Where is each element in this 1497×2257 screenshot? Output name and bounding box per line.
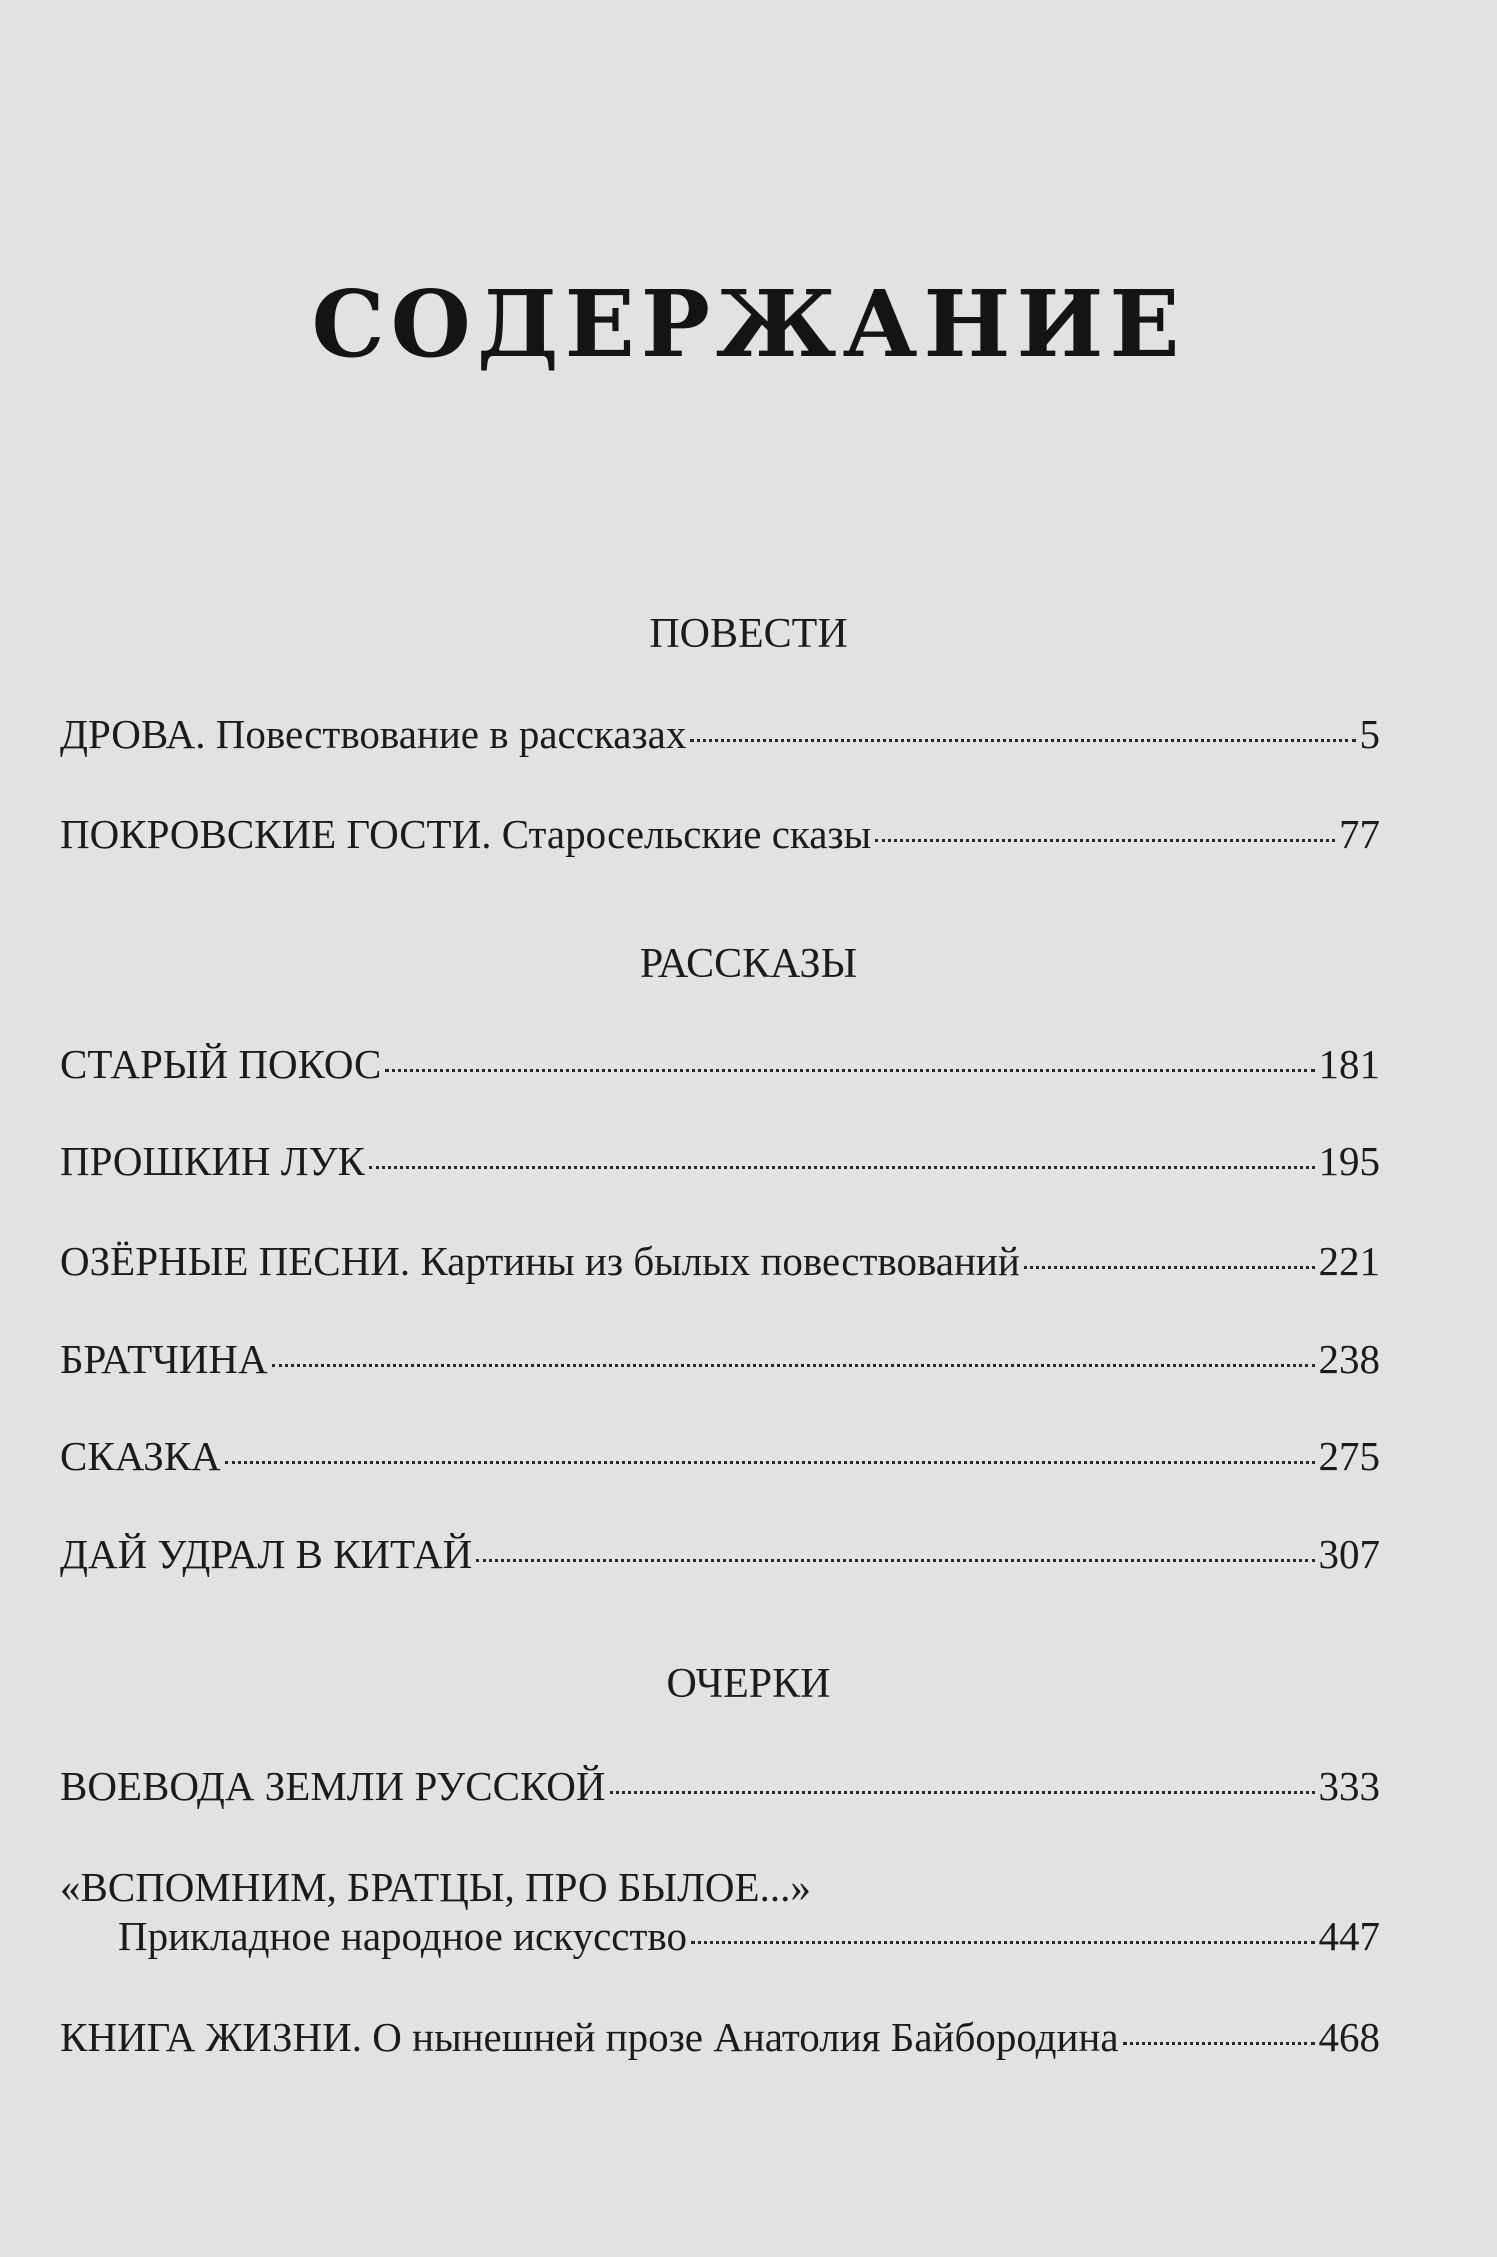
toc-entry[interactable] [60,1040,1380,1088]
toc-entry[interactable] [60,2013,1380,2061]
toc-entry-title: СТАРЫЙ ПОКОС [60,1041,382,1087]
toc-entry[interactable] [118,1912,1380,1960]
dot-leader [1123,2042,1315,2045]
toc-entry-title: ОЗЁРНЫЕ ПЕСНИ. Картины из былых повествований [60,1238,1020,1284]
section-heading-povesti: ПОВЕСТИ [649,611,848,657]
dot-leader [476,1559,1314,1562]
toc-entry[interactable] [60,710,1380,758]
section-heading-ocherki: ОЧЕРКИ [666,1661,831,1707]
toc-entry-heading[interactable]: «ВСПОМНИМ, БРАТЦЫ, ПРО БЫЛОЕ...» [60,1864,811,1910]
toc-entry[interactable] [60,1335,1380,1383]
dot-leader [272,1364,1315,1367]
toc-entry-page: 238 [1318,1336,1380,1382]
toc-entry-title: БРАТЧИНА [60,1336,268,1382]
dot-leader [225,1461,1315,1464]
toc-entry-title: ДАЙ УДРАЛ В КИТАЙ [60,1531,473,1577]
dot-leader [369,1166,1315,1169]
toc-entry-page: 77 [1339,811,1380,857]
toc-entry-page: 181 [1318,1041,1380,1087]
section-heading-rasskazy: РАССКАЗЫ [639,941,858,987]
toc-entry[interactable] [60,1237,1380,1285]
dot-leader [1024,1266,1315,1269]
toc-entry-page: 195 [1318,1138,1380,1184]
toc-entry-page: 5 [1359,711,1380,757]
dot-leader [690,739,1355,742]
toc-entry[interactable] [60,1762,1380,1810]
toc-entry-title: ПРОШКИН ЛУК [60,1138,365,1184]
toc-entry-page: 333 [1318,1763,1380,1809]
toc-entry-page: 275 [1318,1433,1380,1479]
toc-entry[interactable] [60,1137,1380,1185]
toc-entry-title: ВОЕВОДА ЗЕМЛИ РУССКОЙ [60,1763,606,1809]
toc-entry[interactable] [60,1432,1380,1480]
toc-entry[interactable] [60,1530,1380,1578]
dot-leader [385,1069,1314,1072]
toc-entry-page: 447 [1318,1913,1380,1959]
toc-entry-page: 221 [1318,1238,1380,1284]
toc-entry[interactable] [60,810,1380,858]
toc-entry-title: ДРОВА. Повествование в рассказах [60,711,687,757]
toc-entry-page: 307 [1318,1531,1380,1577]
dot-leader [610,1791,1315,1794]
toc-entry-title: Прикладное народное искусство [118,1913,687,1959]
dot-leader [875,839,1335,842]
toc-entry-title: СКАЗКА [60,1433,221,1479]
page-title: СОДЕРЖАНИЕ [311,270,1186,378]
dot-leader [691,1941,1315,1944]
toc-entry-title: ПОКРОВСКИЕ ГОСТИ. Старосельские сказы [60,811,872,857]
toc-entry-title: КНИГА ЖИЗНИ. О нынешней прозе Анатолия Байбородина [60,2014,1119,2060]
toc-entry-page: 468 [1318,2014,1380,2060]
